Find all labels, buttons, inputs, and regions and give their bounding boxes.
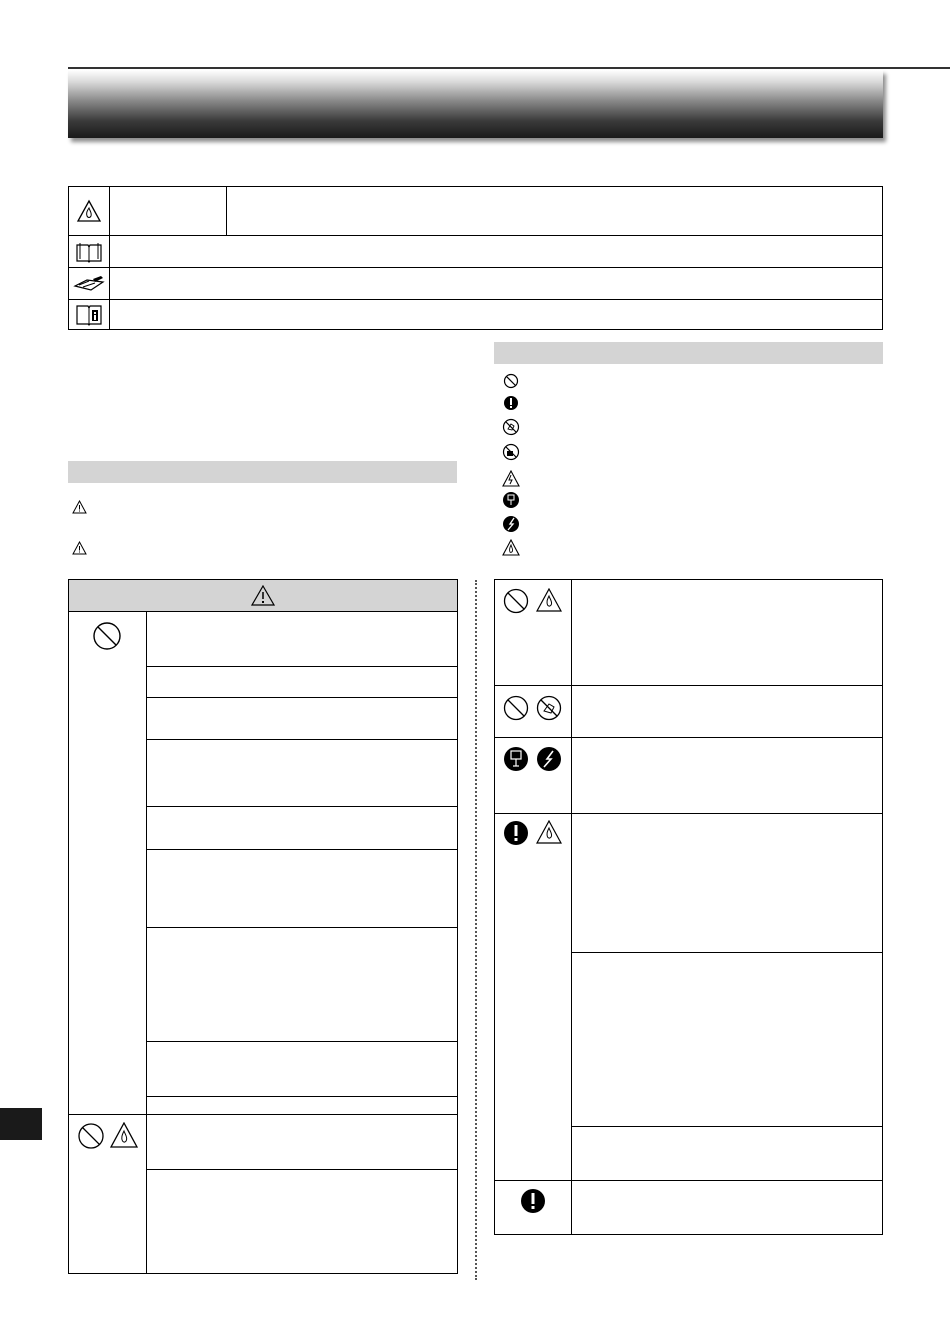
information-manual-icon xyxy=(75,303,103,327)
prohibition-icon xyxy=(77,1122,105,1150)
manual-book-icon xyxy=(75,241,103,263)
symbol-row xyxy=(501,537,521,557)
mandatory-icon xyxy=(503,395,519,411)
no-water-icon xyxy=(502,443,520,461)
no-wet-hands-icon xyxy=(502,418,520,436)
legend-row-information xyxy=(69,299,882,330)
prohibition-icon xyxy=(92,621,122,651)
mandatory-icon xyxy=(520,1188,546,1214)
prohibition-icon xyxy=(503,695,529,721)
caution-section-header xyxy=(68,461,457,483)
earth-ground-icon xyxy=(536,746,562,772)
flammable-warning-icon xyxy=(76,199,102,223)
warning-table-right xyxy=(494,579,883,1235)
legend-row-operation xyxy=(69,267,882,299)
electric-shock-icon xyxy=(502,470,520,487)
symbol-legend-table xyxy=(68,186,883,330)
symbol-row xyxy=(501,371,521,391)
caution-triangle-icon xyxy=(72,500,87,514)
warning-table-left xyxy=(68,579,458,1274)
symbol-row xyxy=(501,468,521,488)
top-rule xyxy=(68,67,950,69)
legend-row-flammable xyxy=(69,187,882,235)
earth-ground-icon xyxy=(502,515,520,533)
symbol-row xyxy=(501,442,521,462)
legend-term-cell xyxy=(110,187,227,235)
warning-triangle-icon xyxy=(251,585,275,606)
prohibition-icon xyxy=(503,588,529,614)
caution-note xyxy=(72,500,87,519)
page-side-tab xyxy=(0,1108,42,1140)
symbol-row xyxy=(501,514,521,534)
operation-manual-icon xyxy=(73,274,105,294)
unplug-icon xyxy=(502,491,520,509)
caution-note xyxy=(72,541,87,560)
page-banner xyxy=(68,70,883,138)
unplug-icon xyxy=(503,746,529,772)
legend-row-manual xyxy=(69,235,882,267)
column-divider xyxy=(475,580,477,1280)
caution-triangle-icon xyxy=(72,541,87,555)
flammable-icon xyxy=(536,820,562,844)
flammable-icon xyxy=(502,539,520,556)
symbol-row xyxy=(501,393,521,413)
symbol-row xyxy=(501,417,521,437)
symbols-section-header xyxy=(494,342,883,364)
flammable-icon xyxy=(110,1122,138,1148)
mandatory-icon xyxy=(503,820,529,846)
flammable-icon xyxy=(536,588,562,612)
no-wet-hands-icon xyxy=(536,695,562,721)
prohibition-icon xyxy=(503,373,519,389)
warning-table-header xyxy=(69,580,457,612)
symbol-row xyxy=(501,490,521,510)
